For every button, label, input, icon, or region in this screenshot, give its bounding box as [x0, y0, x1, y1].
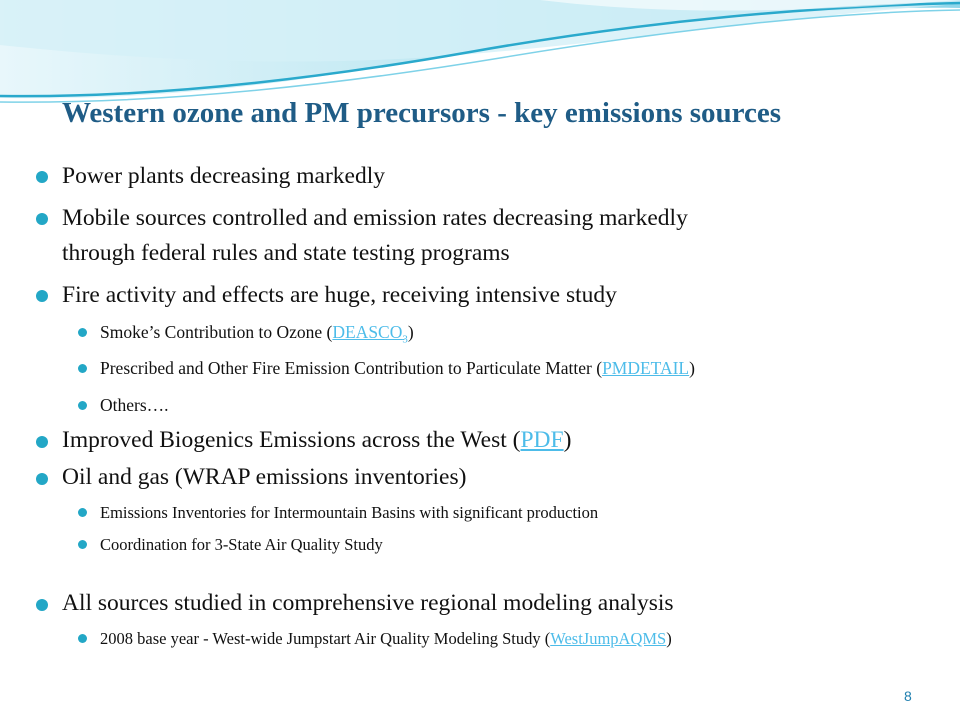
- sub-bullet-marker: [78, 364, 87, 373]
- bullet-oil-gas: Oil and gas (WRAP emissions inventories): [62, 464, 467, 490]
- sub-bullet-text: Prescribed and Other Fire Emission Contribution to Particulate Matter (: [100, 358, 603, 378]
- pdf-link[interactable]: PDF: [520, 427, 564, 453]
- sub-bullet-marker: [78, 540, 87, 549]
- westjumpaqms-link[interactable]: WestJumpAQMS: [550, 629, 667, 648]
- bullet-text: Improved Biogenics Emissions across the West (: [62, 427, 521, 453]
- slide-title: Western ozone and PM precursors - key emissions sources: [62, 97, 782, 129]
- sub-bullet-marker: [78, 508, 87, 517]
- sub-bullet-others: Others….: [100, 395, 169, 415]
- sub-bullet-marker: [78, 401, 87, 410]
- sub-bullet-prescribed-fire: [100, 351, 950, 386]
- bullet-marker: [36, 171, 48, 183]
- sub-bullet-emissions-inventories: Emissions Inventories for Intermountain Basins with significant production: [100, 503, 599, 522]
- sub-bullet-text: ): [689, 358, 695, 378]
- pmdetail-link[interactable]: PMDETAIL: [602, 358, 690, 378]
- bullet-all-sources: All sources studied in comprehensive regional modeling analysis: [62, 590, 674, 616]
- bullet-mobile-line1: Mobile sources controlled and emission rates decreasing markedly: [62, 205, 688, 231]
- bullet-text: ): [563, 427, 572, 453]
- sub-bullet-marker: [78, 328, 87, 337]
- sub-bullet-text: ): [407, 322, 414, 342]
- deasco3-link-text: DEASCO: [332, 322, 403, 342]
- bullet-marker: [36, 436, 48, 448]
- sub-bullet-text: ): [666, 629, 672, 648]
- bullet-marker: [36, 599, 48, 611]
- sub-bullet-text: Smoke’s Contribution to Ozone (: [100, 322, 333, 342]
- bullet-mobile-sources: [62, 201, 852, 271]
- sub-bullet-three-state: Coordination for 3-State Air Quality Study: [100, 535, 383, 554]
- deasco3-link[interactable]: [332, 322, 408, 346]
- sub-bullet-text: 2008 base year - West-wide Jumpstart Air Quality Modeling Study (: [100, 629, 551, 648]
- deasco3-link-subscript: 3: [402, 333, 408, 346]
- bullet-marker: [36, 213, 48, 225]
- page-number: 8: [904, 688, 912, 704]
- sub-bullet-westjump: [100, 621, 950, 656]
- bullet-marker: [36, 473, 48, 485]
- bullet-marker: [36, 290, 48, 302]
- sub-bullet-marker: [78, 634, 87, 643]
- bullet-fire-activity: Fire activity and effects are huge, receiving intensive study: [62, 282, 617, 308]
- header-wave-decoration: [0, 0, 960, 110]
- bullet-mobile-line2: through federal rules and state testing programs: [62, 240, 510, 266]
- bullet-biogenics: [62, 423, 852, 458]
- bullet-power-plants: Power plants decreasing markedly: [62, 163, 386, 189]
